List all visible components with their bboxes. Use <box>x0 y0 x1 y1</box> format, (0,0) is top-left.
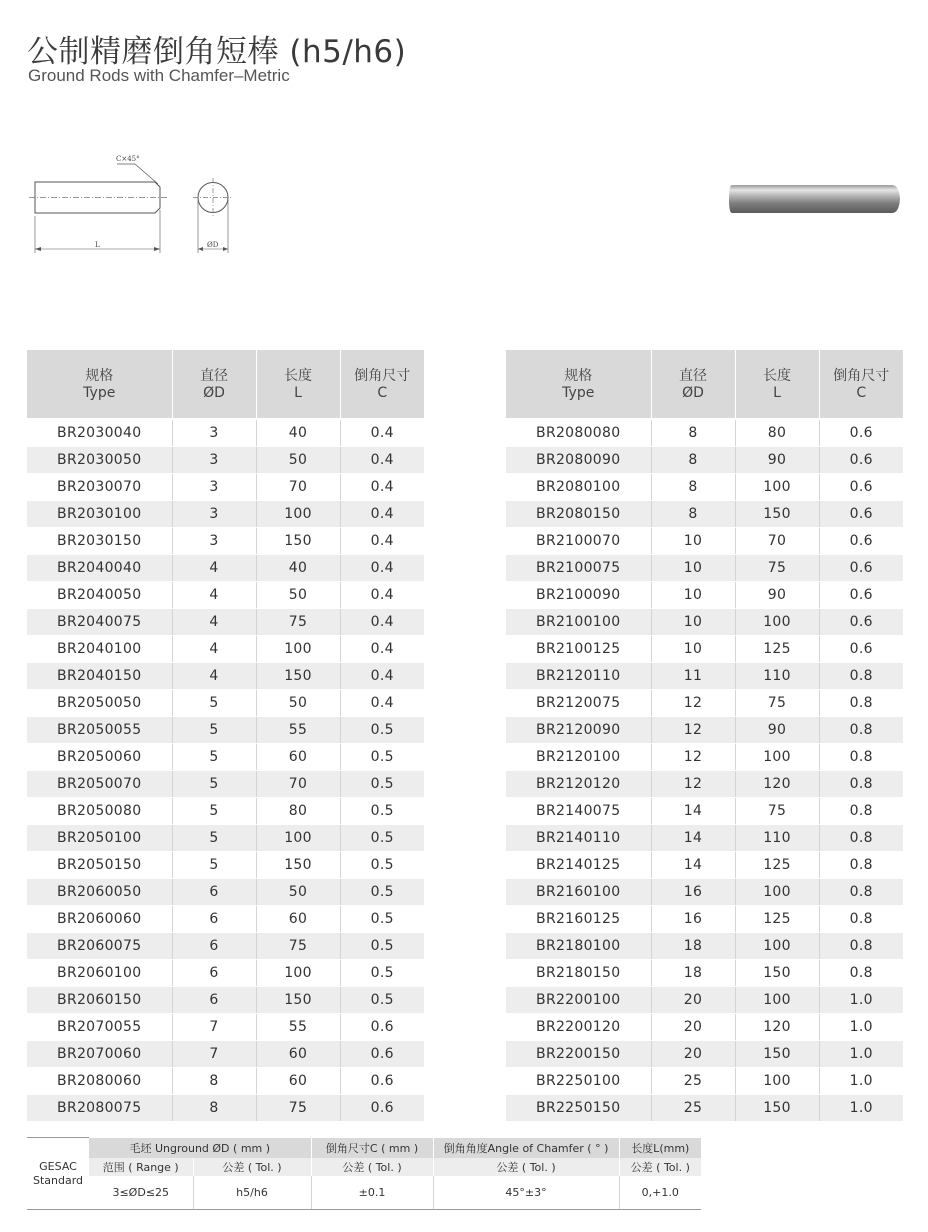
table-row <box>27 419 424 446</box>
cell-type: BR2050080 <box>27 797 172 824</box>
standard-tolerance-table <box>27 1137 701 1210</box>
cell-length: 75 <box>735 689 819 716</box>
cell-diameter: 12 <box>651 689 735 716</box>
header-diameter: 直径 ØD <box>651 350 735 419</box>
cell-type: BR2120075 <box>506 689 651 716</box>
cell-diameter: 14 <box>651 851 735 878</box>
table-row <box>27 932 424 959</box>
cell-diameter: 8 <box>172 1067 256 1094</box>
cell-chamfer: 0.6 <box>819 500 903 527</box>
cell-diameter: 16 <box>651 905 735 932</box>
cell-length: 150 <box>256 662 340 689</box>
table-row <box>27 824 424 851</box>
cell-type: BR2100070 <box>506 527 651 554</box>
group-header-length: 长度L(mm) <box>619 1138 701 1158</box>
cell-diameter: 5 <box>172 797 256 824</box>
value-range: 3≤ØD≤25 <box>89 1176 193 1210</box>
cell-diameter: 18 <box>651 932 735 959</box>
cell-chamfer: 0.6 <box>819 446 903 473</box>
cell-chamfer: 0.5 <box>340 986 424 1013</box>
cell-length: 100 <box>256 500 340 527</box>
cell-length: 100 <box>256 959 340 986</box>
cell-diameter: 4 <box>172 608 256 635</box>
cell-chamfer: 0.4 <box>340 527 424 554</box>
table-row <box>506 770 903 797</box>
cell-diameter: 5 <box>172 770 256 797</box>
cell-length: 60 <box>256 905 340 932</box>
cell-type: BR2140125 <box>506 851 651 878</box>
cell-diameter: 5 <box>172 716 256 743</box>
table-row <box>506 1067 903 1094</box>
cell-length: 120 <box>735 1013 819 1040</box>
cell-type: BR2050100 <box>27 824 172 851</box>
table-row <box>506 1040 903 1067</box>
cell-chamfer: 0.8 <box>819 878 903 905</box>
cell-type: BR2140110 <box>506 824 651 851</box>
table-row <box>27 878 424 905</box>
table-row <box>27 662 424 689</box>
cell-length: 90 <box>735 716 819 743</box>
cell-chamfer: 0.5 <box>340 878 424 905</box>
cell-length: 150 <box>735 959 819 986</box>
cell-diameter: 14 <box>651 824 735 851</box>
cell-type: BR2050150 <box>27 851 172 878</box>
table-row <box>27 986 424 1013</box>
cell-chamfer: 0.5 <box>340 932 424 959</box>
cell-length: 100 <box>735 932 819 959</box>
cell-length: 75 <box>735 554 819 581</box>
cell-length: 120 <box>735 770 819 797</box>
cell-diameter: 5 <box>172 689 256 716</box>
cell-type: BR2100125 <box>506 635 651 662</box>
cell-chamfer: 0.5 <box>340 716 424 743</box>
header-length: 长度 L <box>735 350 819 419</box>
cell-type: BR2200150 <box>506 1040 651 1067</box>
cell-chamfer: 0.5 <box>340 743 424 770</box>
cell-diameter: 10 <box>651 554 735 581</box>
table-row <box>27 797 424 824</box>
sub-header-tol: 公差 ( Tol. ) <box>433 1158 619 1176</box>
cell-chamfer: 1.0 <box>819 1040 903 1067</box>
cell-chamfer: 0.4 <box>340 581 424 608</box>
cell-diameter: 25 <box>651 1094 735 1121</box>
table-row <box>27 446 424 473</box>
cell-type: BR2160100 <box>506 878 651 905</box>
sub-header-tol: 公差 ( Tol. ) <box>619 1158 701 1176</box>
header-length: 长度 L <box>256 350 340 419</box>
cell-diameter: 6 <box>172 932 256 959</box>
cell-chamfer: 0.4 <box>340 473 424 500</box>
table-row <box>27 635 424 662</box>
cell-chamfer: 0.8 <box>819 851 903 878</box>
table-row <box>506 824 903 851</box>
cell-chamfer: 0.6 <box>819 554 903 581</box>
cell-type: BR2100100 <box>506 608 651 635</box>
group-header-chamfer-size: 倒角尺寸C ( mm ) <box>311 1138 433 1158</box>
cell-diameter: 12 <box>651 770 735 797</box>
table-row <box>506 1094 903 1121</box>
cell-length: 80 <box>256 797 340 824</box>
cell-length: 40 <box>256 419 340 446</box>
cell-type: BR2140075 <box>506 797 651 824</box>
cell-length: 100 <box>735 743 819 770</box>
cell-length: 150 <box>735 500 819 527</box>
header-type: 规格 Type <box>506 350 651 419</box>
cell-type: BR2060150 <box>27 986 172 1013</box>
cell-type: BR2040075 <box>27 608 172 635</box>
cell-type: BR2180150 <box>506 959 651 986</box>
group-header-unground: 毛坯 Unground ØD ( mm ) <box>89 1138 311 1158</box>
sub-header-range: 范围 ( Range ) <box>89 1158 193 1176</box>
cell-type: BR2080090 <box>506 446 651 473</box>
cell-chamfer: 0.6 <box>340 1040 424 1067</box>
cell-chamfer: 0.6 <box>340 1013 424 1040</box>
table-row <box>506 689 903 716</box>
cell-chamfer: 1.0 <box>819 1013 903 1040</box>
cell-diameter: 20 <box>651 986 735 1013</box>
cell-length: 75 <box>256 1094 340 1121</box>
table-row <box>27 1013 424 1040</box>
cell-length: 150 <box>256 527 340 554</box>
cell-chamfer: 0.8 <box>819 959 903 986</box>
header-chamfer: 倒角尺寸 C <box>340 350 424 419</box>
cell-length: 100 <box>256 635 340 662</box>
cell-length: 150 <box>735 1094 819 1121</box>
technical-drawing <box>27 150 247 260</box>
cell-chamfer: 0.4 <box>340 608 424 635</box>
cell-type: BR2050050 <box>27 689 172 716</box>
cell-diameter: 8 <box>651 473 735 500</box>
cell-diameter: 6 <box>172 905 256 932</box>
cell-diameter: 3 <box>172 500 256 527</box>
cell-type: BR2160125 <box>506 905 651 932</box>
cell-chamfer: 0.5 <box>340 959 424 986</box>
cell-type: BR2080080 <box>506 419 651 446</box>
cell-type: BR2040040 <box>27 554 172 581</box>
sub-header-tol: 公差 ( Tol. ) <box>311 1158 433 1176</box>
table-row <box>506 446 903 473</box>
cell-type: BR2100075 <box>506 554 651 581</box>
cell-diameter: 6 <box>172 959 256 986</box>
cell-chamfer: 0.6 <box>819 473 903 500</box>
cell-length: 80 <box>735 419 819 446</box>
cell-diameter: 7 <box>172 1013 256 1040</box>
cell-type: BR2180100 <box>506 932 651 959</box>
table-row <box>27 905 424 932</box>
cell-length: 55 <box>256 1013 340 1040</box>
value-angle-tol: 45°±3° <box>433 1176 619 1210</box>
cell-diameter: 10 <box>651 581 735 608</box>
cell-type: BR2050070 <box>27 770 172 797</box>
table-row <box>27 608 424 635</box>
right-spec-table <box>506 350 903 1122</box>
cell-chamfer: 1.0 <box>819 986 903 1013</box>
cell-chamfer: 0.8 <box>819 932 903 959</box>
page-subtitle: Ground Rods with Chamfer–Metric <box>28 66 290 85</box>
group-header-chamfer-angle: 倒角角度Angle of Chamfer ( ° ) <box>433 1138 619 1158</box>
table-row <box>27 743 424 770</box>
cell-diameter: 4 <box>172 635 256 662</box>
cell-type: BR2250100 <box>506 1067 651 1094</box>
cell-chamfer: 0.5 <box>340 770 424 797</box>
cell-length: 125 <box>735 851 819 878</box>
cell-length: 125 <box>735 635 819 662</box>
cell-diameter: 8 <box>651 500 735 527</box>
cell-type: BR2040050 <box>27 581 172 608</box>
cell-type: BR2120100 <box>506 743 651 770</box>
table-row <box>506 878 903 905</box>
cell-diameter: 5 <box>172 824 256 851</box>
table-row <box>506 851 903 878</box>
cell-chamfer: 0.5 <box>340 797 424 824</box>
cell-diameter: 3 <box>172 446 256 473</box>
cell-length: 100 <box>256 824 340 851</box>
cell-chamfer: 0.8 <box>819 797 903 824</box>
cell-chamfer: 0.5 <box>340 905 424 932</box>
cell-type: BR2200100 <box>506 986 651 1013</box>
cell-length: 60 <box>256 1040 340 1067</box>
table-row <box>27 1040 424 1067</box>
table-row <box>506 743 903 770</box>
table-row <box>27 527 424 554</box>
cell-type: BR2030050 <box>27 446 172 473</box>
table-row <box>506 419 903 446</box>
cell-type: BR2120110 <box>506 662 651 689</box>
cell-type: BR2060050 <box>27 878 172 905</box>
table-row <box>506 662 903 689</box>
cell-diameter: 11 <box>651 662 735 689</box>
table-row <box>27 716 424 743</box>
table-row <box>27 689 424 716</box>
table-row <box>27 1067 424 1094</box>
header-type: 规格 Type <box>27 350 172 419</box>
cell-length: 125 <box>735 905 819 932</box>
cell-type: BR2100090 <box>506 581 651 608</box>
cell-length: 100 <box>735 878 819 905</box>
cell-chamfer: 0.8 <box>819 770 903 797</box>
cell-type: BR2080075 <box>27 1094 172 1121</box>
cell-diameter: 18 <box>651 959 735 986</box>
cell-diameter: 3 <box>172 473 256 500</box>
cell-length: 50 <box>256 689 340 716</box>
rod-product-image <box>728 180 904 218</box>
cell-chamfer: 0.6 <box>819 419 903 446</box>
cell-chamfer: 0.6 <box>340 1067 424 1094</box>
table-row <box>506 608 903 635</box>
cell-chamfer: 0.8 <box>819 824 903 851</box>
header-chamfer: 倒角尺寸 C <box>819 350 903 419</box>
cell-diameter: 10 <box>651 608 735 635</box>
cell-diameter: 5 <box>172 743 256 770</box>
cell-length: 50 <box>256 581 340 608</box>
cell-diameter: 10 <box>651 527 735 554</box>
cell-chamfer: 0.4 <box>340 419 424 446</box>
table-row <box>506 959 903 986</box>
cell-length: 150 <box>735 1040 819 1067</box>
table-row <box>27 500 424 527</box>
cell-chamfer: 0.8 <box>819 905 903 932</box>
cell-length: 50 <box>256 446 340 473</box>
cell-type: BR2030040 <box>27 419 172 446</box>
cell-chamfer: 0.5 <box>340 851 424 878</box>
value-chamfer-tol: ±0.1 <box>311 1176 433 1210</box>
cell-length: 100 <box>735 473 819 500</box>
cell-length: 110 <box>735 824 819 851</box>
table-row <box>506 905 903 932</box>
table-row <box>506 527 903 554</box>
cell-type: BR2080060 <box>27 1067 172 1094</box>
cell-diameter: 10 <box>651 635 735 662</box>
diameter-label: ØD <box>207 241 219 249</box>
cell-chamfer: 0.4 <box>340 689 424 716</box>
cell-length: 40 <box>256 554 340 581</box>
header-diameter: 直径 ØD <box>172 350 256 419</box>
cell-chamfer: 0.6 <box>340 1094 424 1121</box>
table-row <box>27 554 424 581</box>
page-title: 公制精磨倒角短棒 (h5/h6) <box>27 34 407 70</box>
cell-type: BR2070055 <box>27 1013 172 1040</box>
cell-chamfer: 1.0 <box>819 1094 903 1121</box>
cell-diameter: 6 <box>172 878 256 905</box>
cell-chamfer: 0.8 <box>819 662 903 689</box>
cell-chamfer: 0.4 <box>340 554 424 581</box>
cell-type: BR2040150 <box>27 662 172 689</box>
cell-length: 90 <box>735 446 819 473</box>
table-row <box>27 581 424 608</box>
cell-diameter: 4 <box>172 581 256 608</box>
cell-length: 50 <box>256 878 340 905</box>
cell-chamfer: 0.6 <box>819 608 903 635</box>
cell-type: BR2250150 <box>506 1094 651 1121</box>
sub-header-tol: 公差 ( Tol. ) <box>193 1158 311 1176</box>
table-row <box>506 473 903 500</box>
cell-diameter: 3 <box>172 527 256 554</box>
cell-chamfer: 0.4 <box>340 446 424 473</box>
cell-length: 70 <box>256 770 340 797</box>
cell-length: 60 <box>256 743 340 770</box>
cell-diameter: 20 <box>651 1040 735 1067</box>
cell-chamfer: 0.6 <box>819 527 903 554</box>
cell-chamfer: 0.8 <box>819 716 903 743</box>
cell-chamfer: 0.8 <box>819 743 903 770</box>
cell-diameter: 20 <box>651 1013 735 1040</box>
cell-diameter: 4 <box>172 662 256 689</box>
cell-diameter: 25 <box>651 1067 735 1094</box>
cell-length: 150 <box>256 986 340 1013</box>
cell-chamfer: 0.8 <box>819 689 903 716</box>
cell-length: 100 <box>735 1067 819 1094</box>
cell-diameter: 16 <box>651 878 735 905</box>
cell-chamfer: 0.5 <box>340 824 424 851</box>
cell-length: 75 <box>256 932 340 959</box>
table-row <box>506 986 903 1013</box>
cell-diameter: 6 <box>172 986 256 1013</box>
cell-type: BR2050060 <box>27 743 172 770</box>
cell-length: 90 <box>735 581 819 608</box>
table-row <box>506 581 903 608</box>
cell-length: 75 <box>256 608 340 635</box>
cell-diameter: 8 <box>651 419 735 446</box>
cell-length: 60 <box>256 1067 340 1094</box>
table-row <box>506 1013 903 1040</box>
cell-diameter: 14 <box>651 797 735 824</box>
length-label: L <box>95 241 100 249</box>
cell-length: 70 <box>735 527 819 554</box>
cell-length: 55 <box>256 716 340 743</box>
cell-type: BR2120090 <box>506 716 651 743</box>
cell-length: 100 <box>735 608 819 635</box>
cell-type: BR2120120 <box>506 770 651 797</box>
cell-length: 75 <box>735 797 819 824</box>
cell-length: 110 <box>735 662 819 689</box>
cell-diameter: 3 <box>172 419 256 446</box>
cell-type: BR2060060 <box>27 905 172 932</box>
cell-chamfer: 0.4 <box>340 500 424 527</box>
cell-length: 150 <box>256 851 340 878</box>
cell-chamfer: 0.4 <box>340 662 424 689</box>
standard-label: GESAC Standard <box>27 1138 89 1210</box>
table-header-row <box>506 350 903 419</box>
cell-length: 70 <box>256 473 340 500</box>
chamfer-label: C×45° <box>116 155 140 163</box>
cell-diameter: 5 <box>172 851 256 878</box>
cell-type: BR2080150 <box>506 500 651 527</box>
cell-type: BR2040100 <box>27 635 172 662</box>
cell-type: BR2080100 <box>506 473 651 500</box>
cell-diameter: 8 <box>172 1094 256 1121</box>
cell-type: BR2060075 <box>27 932 172 959</box>
table-row <box>506 797 903 824</box>
chamfer-leader <box>135 164 158 184</box>
table-row <box>27 1094 424 1121</box>
table-row <box>27 959 424 986</box>
cell-diameter: 12 <box>651 716 735 743</box>
cell-chamfer: 0.6 <box>819 581 903 608</box>
cell-chamfer: 1.0 <box>819 1067 903 1094</box>
table-row <box>506 635 903 662</box>
table-header-row <box>27 350 424 419</box>
cell-type: BR2050055 <box>27 716 172 743</box>
table-row <box>506 500 903 527</box>
cell-diameter: 8 <box>651 446 735 473</box>
table-row <box>506 716 903 743</box>
table-row <box>27 473 424 500</box>
cell-diameter: 4 <box>172 554 256 581</box>
cell-diameter: 7 <box>172 1040 256 1067</box>
cell-type: BR2030150 <box>27 527 172 554</box>
table-row <box>506 554 903 581</box>
cell-chamfer: 0.4 <box>340 635 424 662</box>
cell-type: BR2060100 <box>27 959 172 986</box>
cell-type: BR2200120 <box>506 1013 651 1040</box>
cell-type: BR2030100 <box>27 500 172 527</box>
cell-type: BR2070060 <box>27 1040 172 1067</box>
cell-type: BR2030070 <box>27 473 172 500</box>
table-row <box>506 932 903 959</box>
cell-chamfer: 0.6 <box>819 635 903 662</box>
cell-length: 100 <box>735 986 819 1013</box>
table-row <box>27 851 424 878</box>
table-row <box>27 770 424 797</box>
value-length-tol: 0,+1.0 <box>619 1176 701 1210</box>
value-diameter-tol: h5/h6 <box>193 1176 311 1210</box>
cell-diameter: 12 <box>651 743 735 770</box>
left-spec-table <box>27 350 424 1122</box>
